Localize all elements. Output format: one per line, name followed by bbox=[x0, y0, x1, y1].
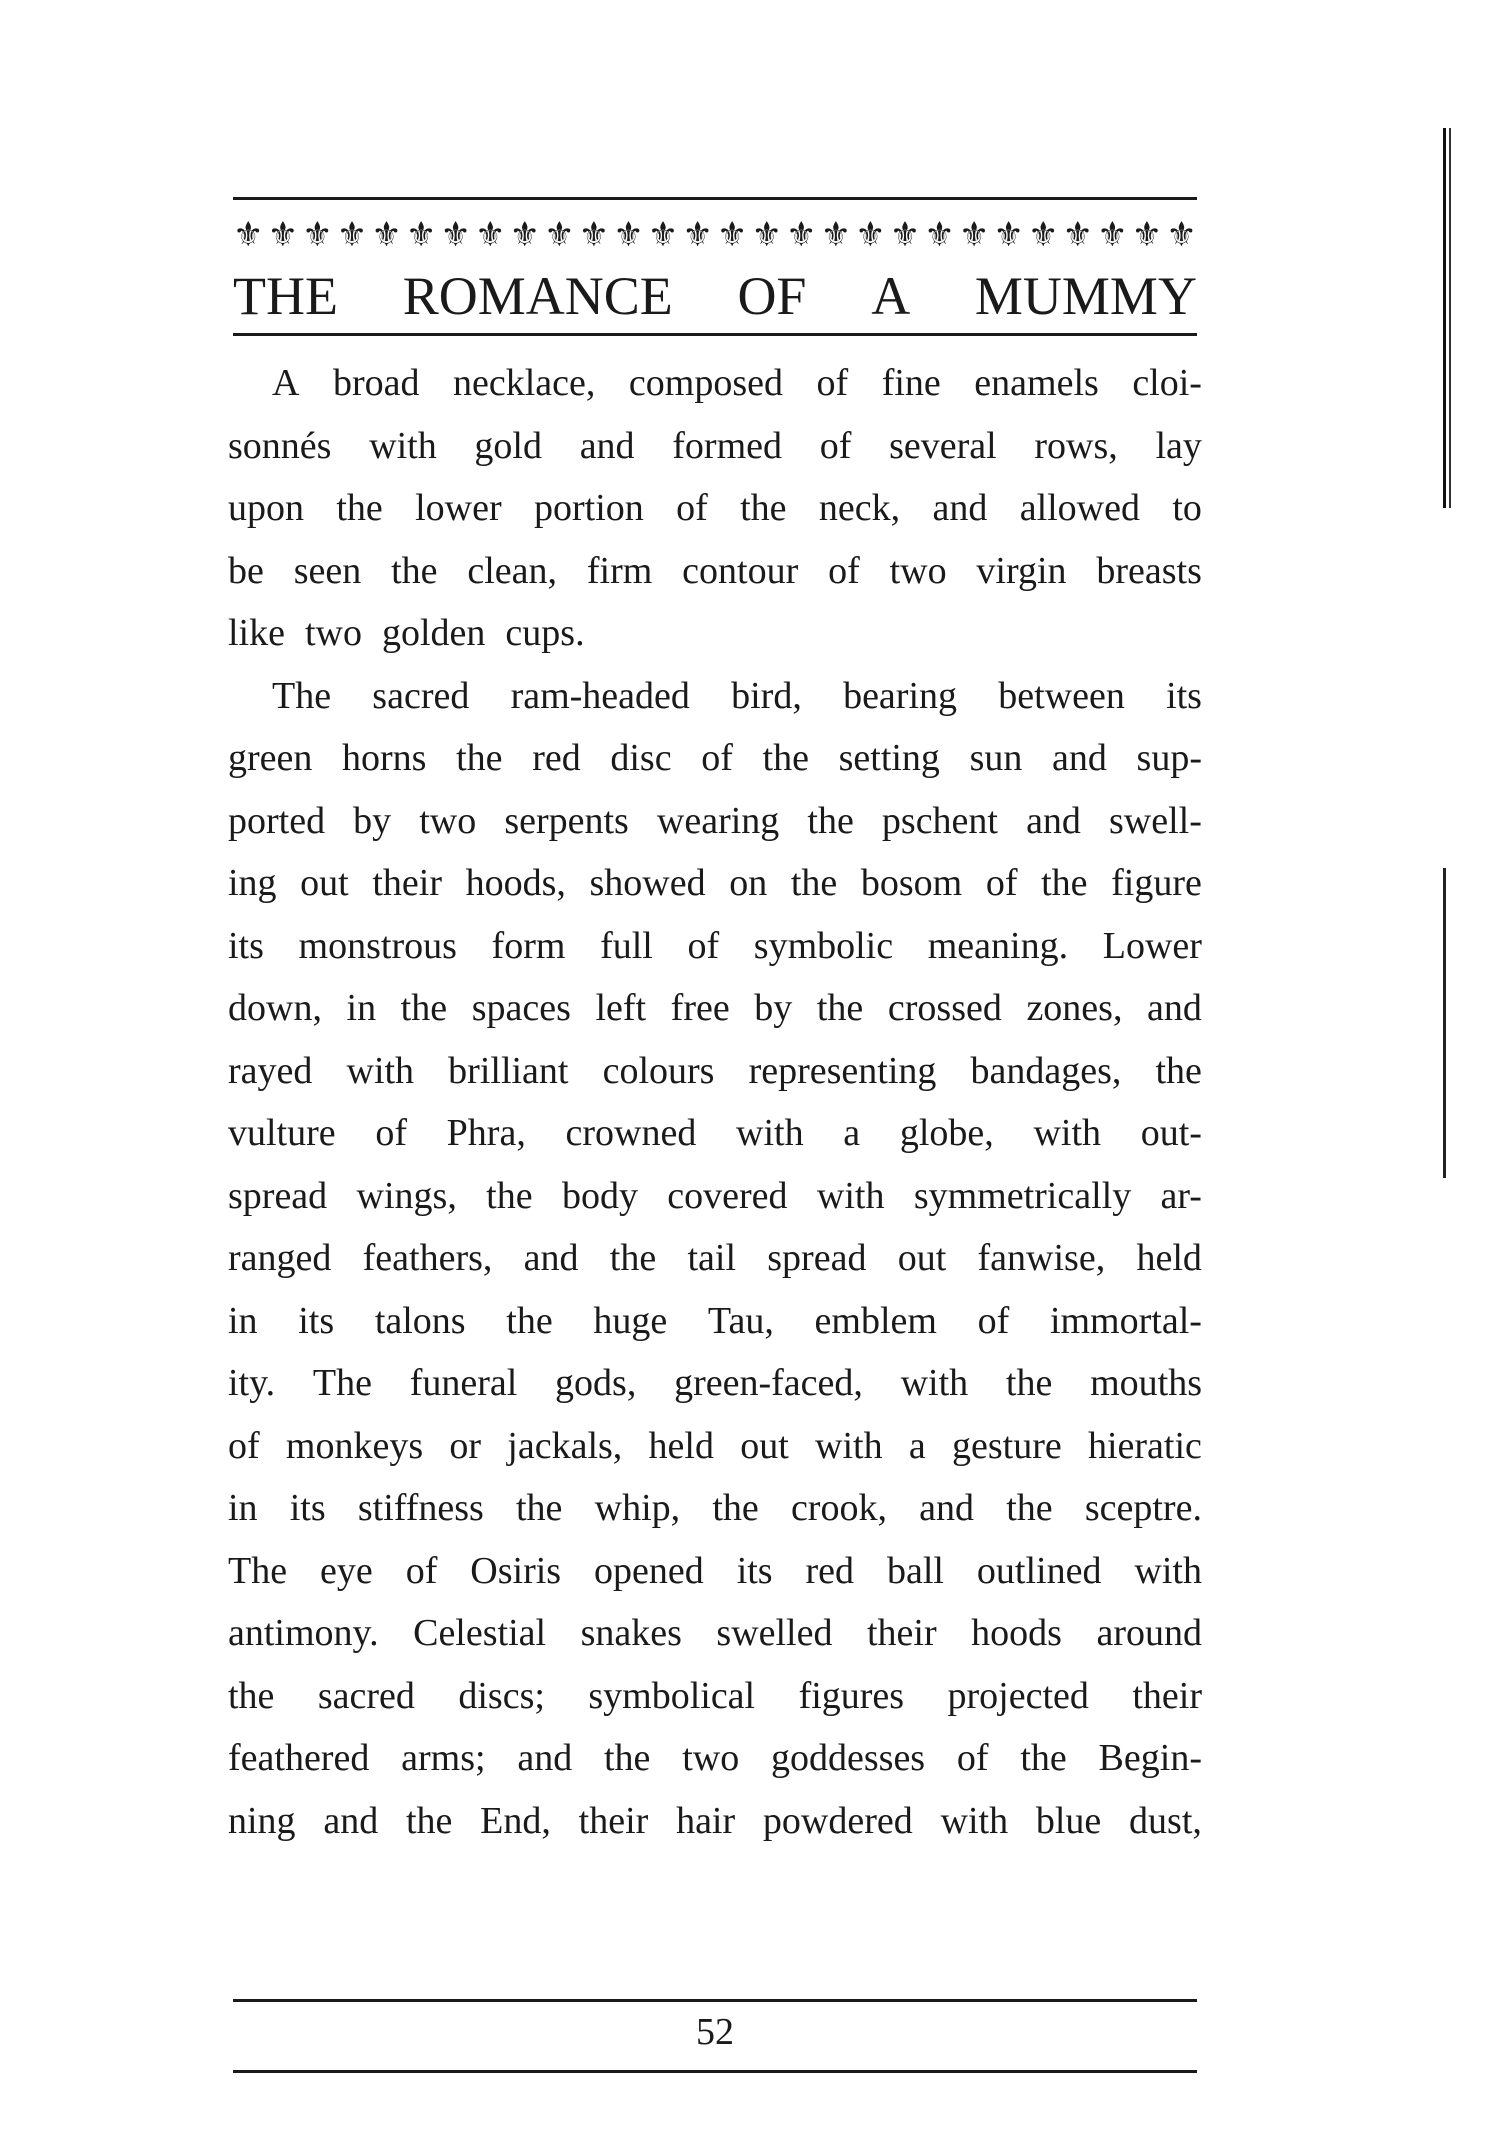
word: the bbox=[1006, 1487, 1053, 1529]
word: rows, bbox=[1034, 424, 1118, 467]
word: monkeys bbox=[285, 1424, 424, 1467]
word: neck, bbox=[818, 487, 901, 529]
word: with bbox=[736, 1112, 804, 1154]
word: End, bbox=[480, 1799, 551, 1842]
word: cups. bbox=[505, 612, 585, 654]
word: or bbox=[449, 1424, 482, 1467]
word: mouths bbox=[1090, 1362, 1202, 1404]
word: of bbox=[985, 862, 1018, 904]
word: out- bbox=[1140, 1112, 1202, 1154]
word: and bbox=[323, 1799, 379, 1842]
word: like bbox=[228, 612, 285, 654]
word: the bbox=[400, 987, 448, 1029]
word: symbolical bbox=[588, 1674, 756, 1717]
word: with bbox=[816, 1174, 885, 1217]
fleur-de-lis-icon: ⚜ bbox=[578, 215, 610, 255]
word: of bbox=[956, 1737, 989, 1779]
word: funeral bbox=[409, 1362, 518, 1404]
word: form bbox=[491, 924, 566, 967]
word: portion bbox=[534, 487, 644, 529]
word: the bbox=[816, 987, 864, 1029]
word: the bbox=[1020, 1737, 1067, 1779]
word: clean, bbox=[467, 549, 558, 592]
word: of bbox=[701, 737, 733, 779]
word: emblem bbox=[814, 1299, 937, 1342]
footer-rule-lower bbox=[233, 2070, 1197, 2073]
fleur-de-lis-icon: ⚜ bbox=[889, 215, 921, 255]
word: between bbox=[998, 674, 1125, 717]
fleur-de-lis-icon: ⚜ bbox=[1131, 215, 1163, 255]
word: of bbox=[828, 549, 860, 592]
word: contour bbox=[682, 549, 799, 592]
text-line bbox=[228, 852, 1202, 915]
word: swelled bbox=[716, 1612, 833, 1654]
word: of bbox=[977, 1299, 1010, 1342]
text-line bbox=[228, 665, 1202, 728]
word: of bbox=[819, 424, 852, 467]
text-line bbox=[228, 1352, 1202, 1415]
word: and bbox=[1026, 799, 1081, 842]
word: antimony. bbox=[228, 1612, 379, 1654]
word: its bbox=[298, 1299, 335, 1342]
word: setting bbox=[838, 737, 940, 779]
word: the bbox=[228, 1674, 275, 1717]
fleur-de-lis-icon: ⚜ bbox=[958, 215, 990, 255]
word: of bbox=[676, 487, 708, 529]
word: full bbox=[600, 924, 653, 967]
fleur-de-lis-icon: ⚜ bbox=[474, 215, 506, 255]
word: powdered bbox=[762, 1799, 913, 1842]
word: horns bbox=[342, 737, 427, 779]
word: the bbox=[740, 487, 787, 529]
word: red bbox=[805, 1549, 855, 1592]
word: the bbox=[506, 1299, 553, 1342]
word: and bbox=[523, 1237, 579, 1279]
fleur-de-lis-icon: ⚜ bbox=[267, 215, 299, 255]
word: sun bbox=[969, 737, 1023, 779]
word: their bbox=[578, 1799, 649, 1842]
word: brilliant bbox=[448, 1049, 569, 1092]
word: green-faced, bbox=[674, 1362, 863, 1404]
word: Tau, bbox=[707, 1299, 774, 1342]
fleur-de-lis-icon: ⚜ bbox=[371, 215, 402, 255]
word: its bbox=[228, 924, 264, 967]
word: of bbox=[228, 1424, 260, 1467]
scan-edge-mark bbox=[1443, 128, 1453, 508]
word: hoods, bbox=[465, 862, 566, 904]
word: representing bbox=[748, 1049, 937, 1092]
running-head-word: A bbox=[871, 266, 911, 326]
word: whip, bbox=[594, 1487, 681, 1529]
word: Begin- bbox=[1098, 1737, 1202, 1779]
text-line bbox=[228, 1602, 1202, 1665]
word: the bbox=[609, 1237, 657, 1279]
word: showed bbox=[589, 862, 706, 904]
word: be bbox=[228, 549, 264, 592]
word: snakes bbox=[580, 1612, 682, 1654]
word: with bbox=[1134, 1549, 1202, 1592]
text-line bbox=[228, 602, 1202, 665]
word: the bbox=[486, 1174, 533, 1217]
word: and bbox=[1147, 987, 1202, 1029]
word: the bbox=[1041, 862, 1088, 904]
word: feathers, bbox=[362, 1237, 493, 1279]
word: blue bbox=[1035, 1799, 1102, 1842]
fleur-de-lis-icon: ⚜ bbox=[1097, 215, 1128, 255]
word: swell- bbox=[1109, 799, 1202, 842]
word: left bbox=[595, 987, 647, 1029]
word: breasts bbox=[1096, 549, 1202, 592]
word: with bbox=[346, 1049, 415, 1092]
word: their bbox=[372, 862, 442, 904]
word: enamels bbox=[974, 362, 1099, 404]
word: by bbox=[754, 987, 793, 1029]
word: sacred bbox=[372, 674, 470, 717]
word: in bbox=[346, 987, 377, 1029]
word: ranged bbox=[228, 1237, 332, 1279]
word: hoods bbox=[971, 1612, 1062, 1654]
word: huge bbox=[593, 1299, 668, 1342]
word: lower bbox=[415, 487, 502, 529]
text-line bbox=[228, 1040, 1202, 1103]
word: ram-headed bbox=[510, 674, 690, 717]
word: firm bbox=[586, 549, 653, 592]
word: their bbox=[867, 1612, 937, 1654]
word: arms; bbox=[401, 1737, 486, 1779]
word: on bbox=[729, 862, 768, 904]
word: spread bbox=[228, 1174, 328, 1217]
word: the bbox=[456, 737, 503, 779]
word: held bbox=[1136, 1237, 1202, 1279]
word: free bbox=[670, 987, 730, 1029]
word: two bbox=[889, 549, 947, 592]
word: stiffness bbox=[357, 1487, 484, 1529]
word: gold bbox=[474, 424, 542, 467]
fleur-de-lis-icon: ⚜ bbox=[682, 215, 713, 255]
word: opened bbox=[594, 1549, 704, 1592]
word: and bbox=[932, 487, 988, 529]
running-head-word: OF bbox=[737, 266, 807, 326]
text-line bbox=[228, 1165, 1202, 1228]
fleur-de-lis-icon: ⚜ bbox=[1166, 215, 1197, 255]
word: virgin bbox=[976, 549, 1067, 592]
word: A bbox=[272, 362, 300, 404]
word: with bbox=[940, 1799, 1009, 1842]
word: disc bbox=[610, 737, 672, 779]
word: out bbox=[300, 862, 349, 904]
fleur-de-lis-icon: ⚜ bbox=[1062, 215, 1093, 255]
word: fine bbox=[881, 362, 941, 404]
fleur-de-lis-icon: ⚜ bbox=[509, 215, 540, 255]
word: the bbox=[807, 799, 854, 842]
word: tail bbox=[687, 1237, 737, 1279]
word: two bbox=[304, 612, 362, 654]
word: green bbox=[228, 737, 313, 779]
word: monstrous bbox=[298, 924, 457, 967]
word: pschent bbox=[881, 799, 998, 842]
word: talons bbox=[374, 1299, 466, 1342]
word: red bbox=[532, 737, 581, 779]
word: ball bbox=[887, 1549, 944, 1592]
word: crook, bbox=[790, 1487, 887, 1529]
fleur-de-lis-icon: ⚜ bbox=[716, 215, 748, 255]
word: and bbox=[919, 1487, 975, 1529]
fleur-de-lis-icon: ⚜ bbox=[993, 215, 1024, 255]
word: the bbox=[391, 549, 438, 592]
footer-rule-upper bbox=[233, 1999, 1197, 2002]
word: The bbox=[228, 1549, 288, 1592]
word: eye bbox=[320, 1549, 373, 1592]
word: The bbox=[272, 674, 332, 717]
word: several bbox=[889, 424, 997, 467]
word: a bbox=[908, 1424, 926, 1467]
word: body bbox=[561, 1174, 638, 1217]
word: formed bbox=[672, 424, 782, 467]
fleur-de-lis-icon: ⚜ bbox=[405, 215, 437, 255]
word: cloi- bbox=[1132, 362, 1202, 404]
word: two bbox=[419, 799, 477, 842]
text-line bbox=[228, 1790, 1202, 1853]
fleur-de-lis-icon: ⚜ bbox=[751, 215, 782, 255]
text-line bbox=[228, 1227, 1202, 1290]
word: zones, bbox=[1026, 987, 1123, 1029]
running-head-word: ROMANCE bbox=[402, 266, 673, 326]
word: covered bbox=[667, 1174, 788, 1217]
word: with bbox=[815, 1424, 883, 1467]
word: their bbox=[1132, 1674, 1202, 1717]
header-rule bbox=[233, 333, 1197, 336]
word: projected bbox=[947, 1674, 1089, 1717]
text-line bbox=[228, 915, 1202, 978]
word: bosom bbox=[860, 862, 963, 904]
word: meaning. bbox=[927, 924, 1069, 967]
word: a bbox=[843, 1112, 861, 1154]
word: the bbox=[762, 737, 809, 779]
word: in bbox=[228, 1487, 258, 1529]
word: of bbox=[816, 362, 849, 404]
word: colours bbox=[602, 1049, 715, 1092]
word: the bbox=[712, 1487, 759, 1529]
word: seen bbox=[293, 549, 362, 592]
fleur-de-lis-icon: ⚜ bbox=[820, 215, 852, 255]
text-line bbox=[228, 477, 1202, 540]
word: crowned bbox=[565, 1112, 697, 1154]
word: Osiris bbox=[470, 1549, 562, 1592]
text-line bbox=[228, 1727, 1202, 1790]
word: the bbox=[1155, 1049, 1202, 1092]
word: ity. bbox=[228, 1362, 276, 1404]
word: held bbox=[648, 1424, 714, 1467]
word: Celestial bbox=[413, 1612, 547, 1654]
word: sup- bbox=[1136, 737, 1202, 779]
fleur-de-lis-icon: ⚜ bbox=[855, 215, 886, 255]
fleur-de-lis-icon: ⚜ bbox=[440, 215, 471, 255]
scan-edge-mark bbox=[1443, 868, 1449, 1178]
word: with bbox=[369, 424, 437, 467]
word: discs; bbox=[458, 1674, 545, 1717]
word: wings, bbox=[356, 1174, 457, 1217]
word: symmetrically bbox=[913, 1174, 1132, 1217]
body-text bbox=[228, 352, 1202, 1852]
word: symbolic bbox=[753, 924, 894, 967]
text-line bbox=[228, 415, 1202, 478]
word: the bbox=[1005, 1362, 1053, 1404]
word: and bbox=[517, 1737, 573, 1779]
word: the bbox=[405, 1799, 453, 1842]
word: hieratic bbox=[1087, 1424, 1202, 1467]
running-head-word: MUMMY bbox=[974, 266, 1197, 326]
word: around bbox=[1096, 1612, 1202, 1654]
text-line bbox=[228, 540, 1202, 603]
word: globe, bbox=[899, 1112, 994, 1154]
text-line bbox=[228, 727, 1202, 790]
fleur-de-lis-icon: ⚜ bbox=[336, 215, 368, 255]
word: by bbox=[353, 799, 392, 842]
word: two bbox=[682, 1737, 740, 1779]
word: sonnés bbox=[228, 424, 332, 467]
text-line bbox=[228, 1290, 1202, 1353]
word: out bbox=[740, 1424, 789, 1467]
word: of bbox=[375, 1112, 407, 1154]
word: vulture bbox=[228, 1112, 336, 1154]
word: ing bbox=[228, 862, 277, 904]
fleur-de-lis-ornament-band bbox=[233, 210, 1197, 260]
word: bird, bbox=[731, 674, 802, 717]
word: jackals, bbox=[507, 1424, 623, 1467]
word: spaces bbox=[471, 987, 571, 1029]
word: hair bbox=[676, 1799, 736, 1842]
fleur-de-lis-icon: ⚜ bbox=[924, 215, 955, 255]
word: outlined bbox=[976, 1549, 1102, 1592]
word: serpents bbox=[504, 799, 629, 842]
word: the bbox=[604, 1737, 651, 1779]
word: golden bbox=[381, 612, 486, 654]
word: figure bbox=[1111, 862, 1202, 904]
word: goddesses bbox=[771, 1737, 926, 1779]
word: fanwise, bbox=[977, 1237, 1106, 1279]
fleur-de-lis-icon: ⚜ bbox=[233, 215, 264, 255]
word: its bbox=[289, 1487, 326, 1529]
fleur-de-lis-icon: ⚜ bbox=[302, 215, 333, 255]
fleur-de-lis-icon: ⚜ bbox=[613, 215, 644, 255]
word: rayed bbox=[228, 1049, 313, 1092]
running-head bbox=[233, 262, 1197, 330]
text-line bbox=[228, 352, 1202, 415]
word: upon bbox=[228, 487, 304, 529]
word: bandages, bbox=[970, 1049, 1122, 1092]
fleur-de-lis-icon: ⚜ bbox=[786, 215, 817, 255]
word: lay bbox=[1155, 424, 1202, 467]
word: spread bbox=[767, 1237, 867, 1279]
word: ported bbox=[228, 799, 326, 842]
text-line bbox=[228, 977, 1202, 1040]
text-line bbox=[228, 1477, 1202, 1540]
word: gesture bbox=[951, 1424, 1062, 1467]
word: necklace, bbox=[453, 362, 596, 404]
text-line bbox=[228, 1415, 1202, 1478]
word: sceptre. bbox=[1084, 1487, 1202, 1529]
fleur-de-lis-icon: ⚜ bbox=[544, 215, 575, 255]
word: bearing bbox=[843, 674, 958, 717]
word: Phra, bbox=[446, 1112, 526, 1154]
word: dust, bbox=[1129, 1799, 1202, 1842]
word: down, bbox=[228, 987, 322, 1029]
word: immortal- bbox=[1049, 1299, 1202, 1342]
word: with bbox=[900, 1362, 969, 1404]
word: composed bbox=[628, 362, 783, 404]
text-line bbox=[228, 790, 1202, 853]
word: allowed bbox=[1019, 487, 1140, 529]
word: its bbox=[1166, 674, 1202, 717]
word: the bbox=[336, 487, 383, 529]
word: broad bbox=[332, 362, 420, 404]
page-number: 52 bbox=[696, 2011, 734, 2053]
word: its bbox=[736, 1549, 773, 1592]
word: and bbox=[1052, 737, 1107, 779]
text-line bbox=[228, 1540, 1202, 1603]
word: ning bbox=[228, 1799, 296, 1842]
word: the bbox=[790, 862, 838, 904]
word: out bbox=[897, 1237, 947, 1279]
word: figures bbox=[798, 1674, 905, 1717]
word: of bbox=[687, 924, 720, 967]
fleur-de-lis-icon: ⚜ bbox=[1027, 215, 1059, 255]
word: wearing bbox=[656, 799, 780, 842]
top-rule bbox=[233, 197, 1197, 200]
word: the bbox=[516, 1487, 563, 1529]
word: feathered bbox=[228, 1737, 370, 1779]
word: ar- bbox=[1160, 1174, 1202, 1217]
word: The bbox=[312, 1362, 372, 1404]
word: crossed bbox=[887, 987, 1002, 1029]
word: with bbox=[1033, 1112, 1102, 1154]
word: in bbox=[228, 1299, 258, 1342]
word: sacred bbox=[317, 1674, 415, 1717]
text-line bbox=[228, 1665, 1202, 1728]
word: to bbox=[1172, 487, 1202, 529]
word: Lower bbox=[1102, 924, 1202, 967]
word: and bbox=[579, 424, 635, 467]
fleur-de-lis-icon: ⚜ bbox=[647, 215, 679, 255]
word: of bbox=[405, 1549, 438, 1592]
text-line bbox=[228, 1102, 1202, 1165]
word: gods, bbox=[555, 1362, 637, 1404]
running-head-word: THE bbox=[233, 266, 338, 326]
